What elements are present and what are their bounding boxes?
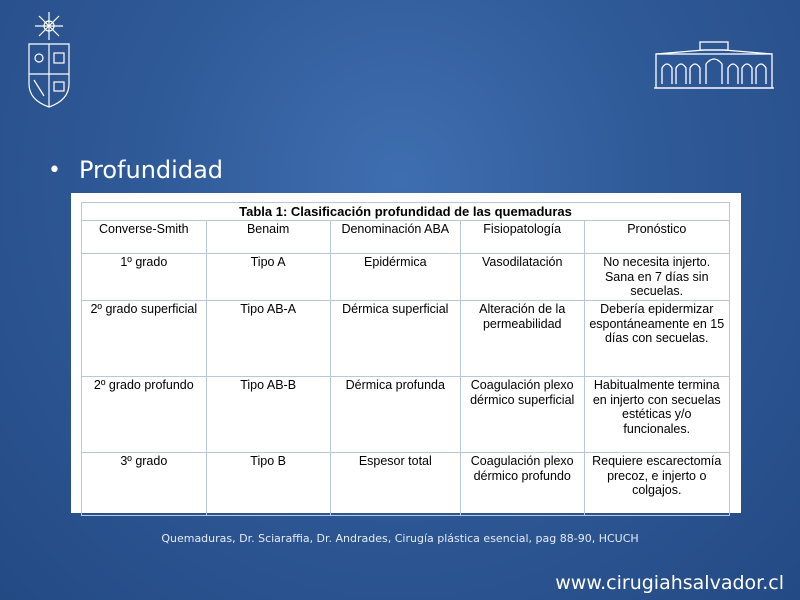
table-title: Tabla 1: Clasificación profundidad de las quemaduras bbox=[81, 202, 730, 220]
table-cell: Dérmica profunda bbox=[330, 377, 460, 453]
reference-citation: Quemaduras, Dr. Sciaraffia, Dr. Andrades, Cirugía plástica esencial, pag 88-90, HCUCH bbox=[161, 532, 639, 545]
table-header-row bbox=[82, 221, 730, 254]
website-link[interactable]: www.cirugiahsalvador.cl bbox=[555, 572, 784, 594]
table-row bbox=[82, 254, 730, 301]
header-converse-smith: Converse-Smith bbox=[82, 221, 207, 254]
table-cell: Tipo B bbox=[206, 453, 330, 516]
table-cell: Dérmica superficial bbox=[330, 301, 460, 377]
table-cell: Habitualmente termina en injerto con secuelas estéticas y/o funcionales. bbox=[584, 377, 730, 453]
table-row bbox=[82, 377, 730, 453]
table-cell: 1º grado bbox=[82, 254, 207, 301]
bullet-heading bbox=[48, 156, 223, 184]
header-benaim: Benaim bbox=[206, 221, 330, 254]
burns-classification-table bbox=[81, 202, 730, 516]
table-row bbox=[82, 301, 730, 377]
table-cell: Coagulación plexo dérmico profundo bbox=[460, 453, 584, 516]
table-cell: Tipo A bbox=[206, 254, 330, 301]
hospital-building-icon bbox=[652, 40, 776, 92]
table-cell: Tipo AB-A bbox=[206, 301, 330, 377]
header-fisiopatologia: Fisiopatología bbox=[460, 221, 584, 254]
header-aba: Denominación ABA bbox=[330, 221, 460, 254]
table-cell: Debería epidermizar espontáneamente en 15 días con secuelas. bbox=[584, 301, 730, 377]
table-cell: 2º grado superficial bbox=[82, 301, 207, 377]
table-card bbox=[71, 193, 741, 513]
table-cell: Epidérmica bbox=[330, 254, 460, 301]
university-crest-icon bbox=[26, 10, 72, 110]
bullet-icon: • bbox=[48, 157, 61, 183]
table-cell: 2º grado profundo bbox=[82, 377, 207, 453]
header-pronostico: Pronóstico bbox=[584, 221, 730, 254]
table-cell: Coagulación plexo dérmico superficial bbox=[460, 377, 584, 453]
table-cell: Requiere escarectomía precoz, e injerto o colgajos. bbox=[584, 453, 730, 516]
table-row bbox=[82, 453, 730, 516]
table-cell: Vasodilatación bbox=[460, 254, 584, 301]
table-cell: No necesita injerto. Sana en 7 días sin secuelas. bbox=[584, 254, 730, 301]
table-cell: 3º grado bbox=[82, 453, 207, 516]
bullet-text: Profundidad bbox=[78, 156, 224, 184]
table-cell: Espesor total bbox=[330, 453, 460, 516]
table-cell: Alteración de la permeabilidad bbox=[460, 301, 584, 377]
table-cell: Tipo AB-B bbox=[206, 377, 330, 453]
